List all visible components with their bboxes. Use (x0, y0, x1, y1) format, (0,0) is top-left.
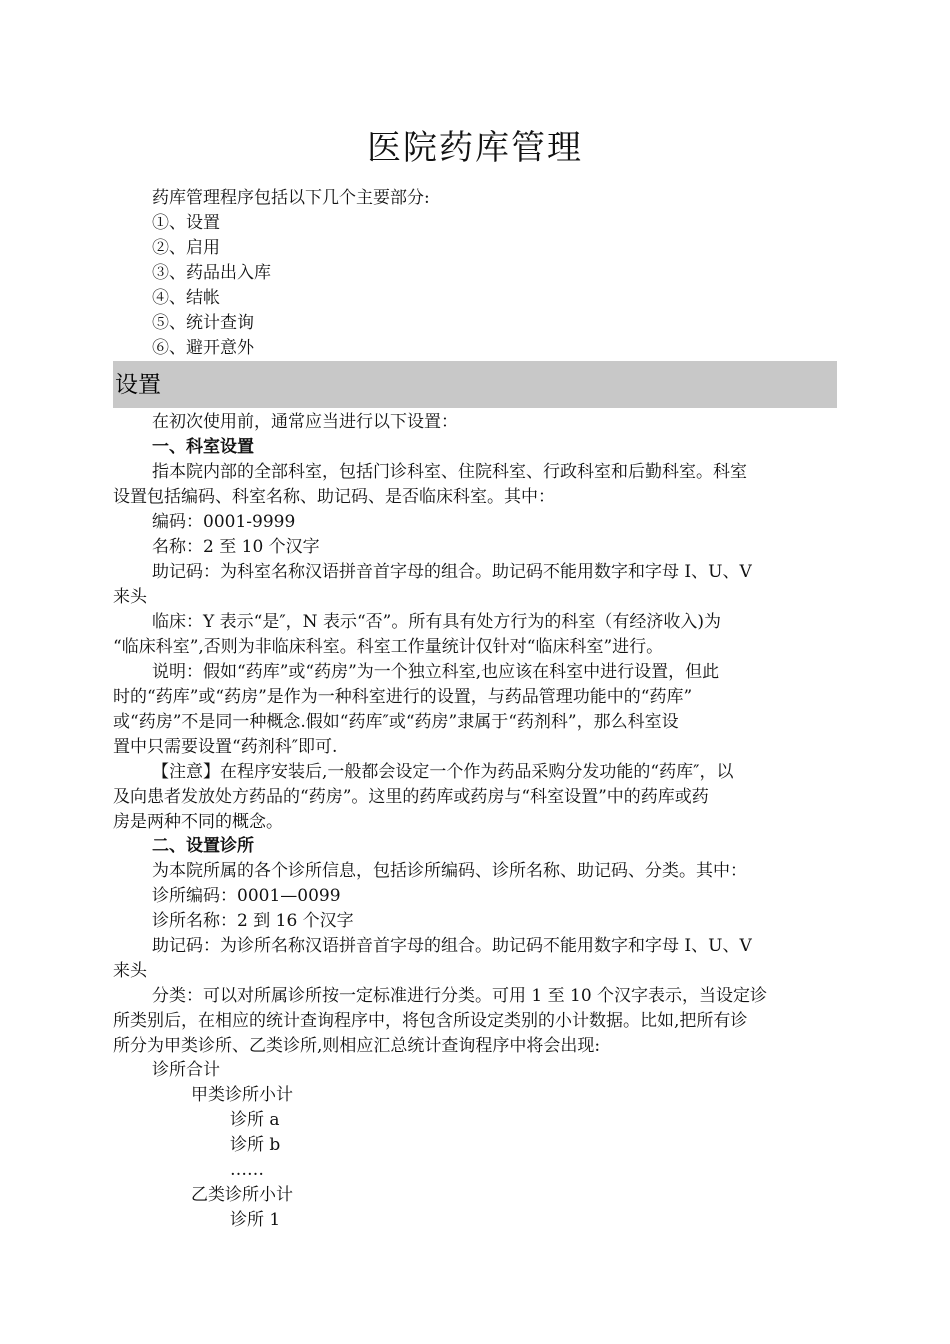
tree-total: 诊所合计 (152, 1060, 220, 1080)
paragraph-line: 来头 (113, 587, 147, 607)
intro-lead: 药库管理程序包括以下几个主要部分: (152, 188, 430, 208)
paragraph-line: “临床科室”,否则为非临床科室。科室工作量统计仅针对“临床科室”进行。 (113, 637, 664, 657)
section-heading: 设置 (115, 372, 161, 398)
list-item: ⑤、统计查询 (152, 313, 254, 333)
list-item: ①、设置 (152, 213, 220, 233)
paragraph-line: 及向患者发放处方药品的“药房”。这里的药库或药房与“科室设置”中的药库或药 (113, 787, 709, 807)
paragraph-line: 为本院所属的各个诊所信息，包括诊所编码、诊所名称、助记码、分类。其中： (152, 861, 747, 881)
clinic-code-rule: 诊所编码：0001—0099 (152, 886, 341, 906)
paragraph-line: 设置包括编码、科室名称、助记码、是否临床科室。其中： (113, 487, 555, 507)
paragraph-line: 房是两种不同的概念。 (113, 812, 283, 832)
paragraph-line: 临床：Y 表示“是″，N 表示“否”。所有具有处方行为的科室（有经济收入)为 (152, 612, 721, 632)
tree-leaf: 诊所 b (230, 1135, 281, 1155)
tree-leaf: 诊所 a (230, 1110, 280, 1130)
paragraph-line: 助记码：为诊所名称汉语拼音首字母的组合。助记码不能用数字和字母 I、U、V (152, 936, 752, 956)
clinic-name-rule: 诊所名称：2 到 16 个汉字 (152, 911, 354, 931)
paragraph-line: 说明：假如“药库”或“药房”为一个独立科室,也应该在科室中进行设置，但此 (152, 662, 720, 682)
paragraph-line: 助记码：为科室名称汉语拼音首字母的组合。助记码不能用数字和字母 I、U、V (152, 562, 752, 582)
list-item: ③、药品出入库 (152, 263, 271, 283)
list-item: ②、启用 (152, 238, 220, 258)
tree-group-a: 甲类诊所小计 (191, 1085, 293, 1105)
paragraph-line: 分类：可以对所属诊所按一定标准进行分类。可用 1 至 10 个汉字表示，当设定诊 (152, 986, 768, 1006)
list-item: ④、结帐 (152, 288, 220, 308)
paragraph-line: 指本院内部的全部科室，包括门诊科室、住院科室、行政科室和后勤科室。科室 (152, 462, 747, 482)
subsection-heading-dept: 一、科室设置 (152, 437, 254, 457)
dept-name-rule: 名称：2 至 10 个汉字 (152, 537, 320, 557)
paragraph-line: 【注意】在程序安装后,一般都会设定一个作为药品采购分发功能的“药库″，以 (152, 762, 734, 782)
tree-group-b: 乙类诊所小计 (191, 1185, 293, 1205)
section-intro: 在初次使用前，通常应当进行以下设置： (152, 412, 458, 432)
dept-code-rule: 编码：0001-9999 (152, 512, 296, 532)
paragraph-line: 所分为甲类诊所、乙类诊所,则相应汇总统计查询程序中将会出现: (113, 1036, 601, 1056)
paragraph-line: 所类别后，在相应的统计查询程序中，将包含所设定类别的小计数据。比如,把所有诊 (113, 1011, 748, 1031)
section-heading-bar (113, 361, 837, 408)
tree-leaf: 诊所 1 (230, 1210, 281, 1230)
page-title: 医院药库管理 (367, 128, 583, 168)
subsection-heading-clinic: 二、设置诊所 (152, 836, 254, 856)
paragraph-line: 置中只需要设置“药剂科″即可. (113, 737, 338, 757)
list-item: ⑥、避开意外 (152, 338, 254, 358)
paragraph-line: 时的“药库”或“药房”是作为一种科室进行的设置，与药品管理功能中的“药库” (113, 687, 693, 707)
paragraph-line: 或“药房”不是同一种概念.假如“药库″或“药房”隶属于“药剂科”，那么科室设 (113, 712, 679, 732)
paragraph-line: 来头 (113, 961, 147, 981)
tree-ellipsis: …… (230, 1160, 264, 1180)
